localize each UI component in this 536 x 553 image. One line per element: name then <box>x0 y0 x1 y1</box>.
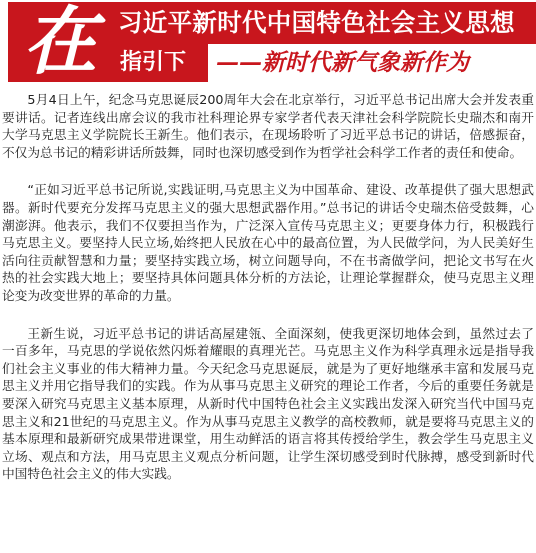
article-paragraph-3: 王新生说，习近平总书记的讲话高屋建瓴、全面深刻，使我更深切地体会到，虽然过去了一百多年，马克思的学说依然闪烁着耀眼的真理光芒。马克思主义作为科学真理永远是指导我们社会主义事业的伟大精神力量。今天纪念马克思诞辰，就是为了更好地继承丰富和发展马克思主义并用它指导我们的实践。作为从事马克思主义研究的理论工作者，今后的重要任务就是要深入研究马克思主义基本原理，从新时代中国特色社会主义实践出发深入研究当代中国马克思主义和21世纪的马克思主义。作为从事马克思主义教学的高校教师，就是要将马克思主义的基本原理和最新研究成果带进课堂，用生动鲜活的语言将其传授给学生，教会学生马克思主义立场、观点和方法，用马克思主义观点分析问题，让学生深切感受到时代脉搏，感受到新时代中国特色社会主义的伟大实践。 <box>2 325 534 482</box>
banner-subtitle: ——新时代新气象新作为 <box>216 49 469 76</box>
banner-title: 习近平新时代中国特色社会主义思想 <box>118 8 515 37</box>
guide-label: 指引下 <box>120 50 187 75</box>
article-paragraph-2: “正如习近平总书记所说,实践证明,马克思主义为中国革命、建设、改革提供了强大思想武器。新时代要充分发挥马克思主义的强大思想武器作用。”总书记的讲话令史瑞杰倍受鼓舞，心潮澎湃。他表示，我们不仅要担当作为，广泛深入宣传马克思主义；更要身体力行，积极践行马克思主义。要坚持人民立场,始终把人民放在心中的最高位置，为人民做学问，为人民美好生活向往贡献智慧和力量；要坚持实践立场，树立问题导向，不在书斋做学问，把论文书写在火热的社会实践大地上；要坚持具体问题具体分析的方法论，让理论掌握群众，使马克思主义理论变为改变世界的革命的力量。 <box>2 182 534 303</box>
banner-big-char: 在 <box>23 0 97 85</box>
header-banner <box>0 0 536 86</box>
article-body <box>2 91 534 503</box>
article-paragraph-1: 5月4日上午，纪念马克思诞辰200周年大会在北京举行，习近平总书记出席大会并发表重要讲话。记者连线出席会议的我市社科理论界专家学者代表天津社会科学院院长史瑞杰和南开大学马克思主义学院院长王新生。他们表示，在现场聆听了习近平总书记的讲话，倍感振奋，不仅为总书记的精彩讲话所鼓舞，同时也深切感受到作为哲学社会科学工作者的责任和使命。 <box>2 92 534 160</box>
